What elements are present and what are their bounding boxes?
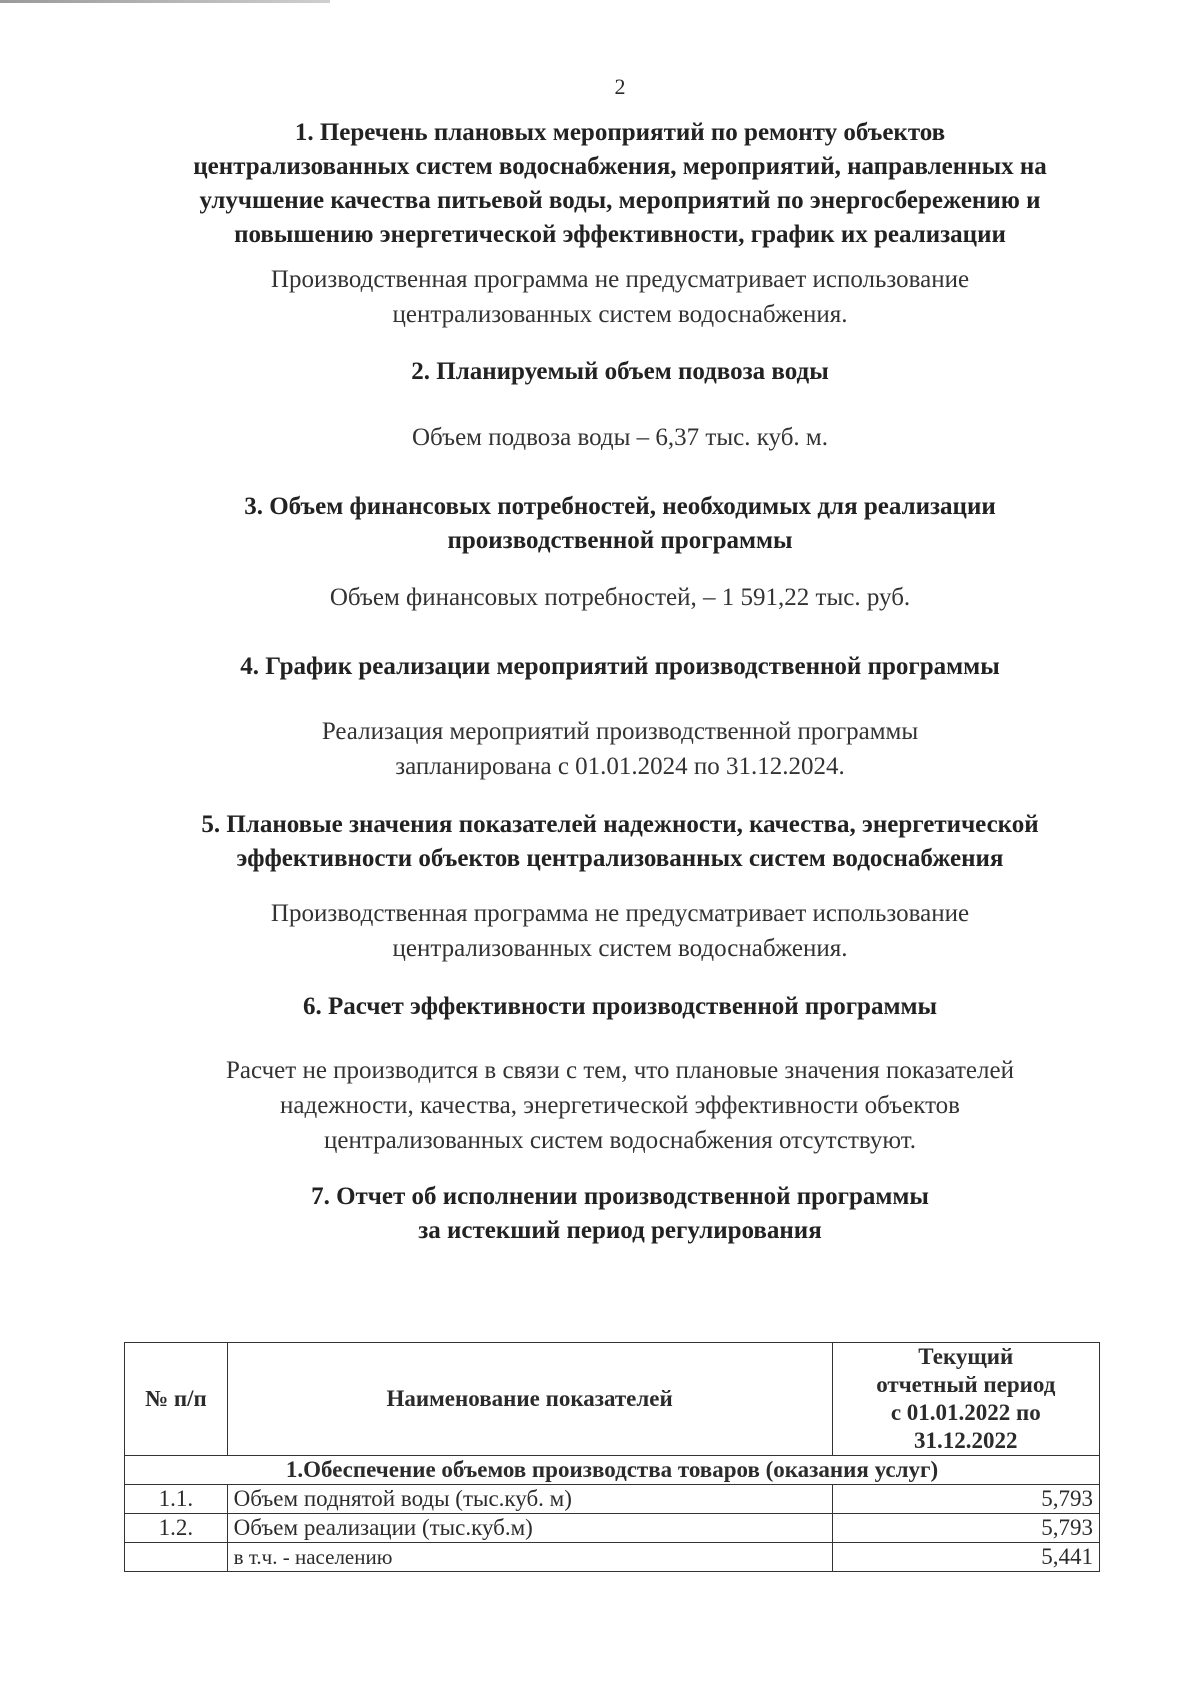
section-row-title: 1.Обеспечение объемов производства товаров (оказания услуг) bbox=[125, 1456, 1100, 1485]
scan-edge-artifact bbox=[0, 0, 330, 3]
section-6-text bbox=[120, 1053, 1120, 1158]
header-num: № п/п bbox=[125, 1343, 228, 1456]
text-line: запланирована с 01.01.2024 по 31.12.2024. bbox=[395, 753, 845, 780]
row-name: в т.ч. - населению bbox=[227, 1543, 832, 1572]
header-period-line: 31.12.2022 bbox=[914, 1428, 1018, 1453]
section-1-heading bbox=[120, 116, 1120, 252]
heading-line: эффективности объектов централизованных систем водоснабжения bbox=[236, 845, 1004, 872]
heading-line: 6. Расчет эффективности производственной программы bbox=[302, 993, 938, 1020]
section-5-text bbox=[120, 896, 1120, 966]
text-line: Реализация мероприятий производственной программы bbox=[321, 718, 919, 745]
header-period-line: отчетный период bbox=[876, 1372, 1056, 1397]
heading-line: производственной программы bbox=[447, 527, 793, 554]
section-2-text bbox=[120, 420, 1120, 455]
heading-line: 4. График реализации мероприятий производственной программы bbox=[240, 653, 1000, 680]
text-line: централизованных систем водоснабжения. bbox=[392, 301, 848, 328]
row-name: Объем реализации (тыс.куб.м) bbox=[227, 1514, 832, 1543]
header-name: Наименование показателей bbox=[227, 1343, 832, 1456]
section-5-heading bbox=[120, 808, 1120, 876]
header-period-line: Текущий bbox=[918, 1344, 1014, 1369]
header-period-line: с 01.01.2022 по bbox=[890, 1400, 1041, 1425]
table-header-row bbox=[125, 1343, 1100, 1456]
section-6-heading bbox=[120, 990, 1120, 1024]
row-value: 5,441 bbox=[832, 1543, 1099, 1572]
table-row bbox=[125, 1514, 1100, 1543]
page-number: 2 bbox=[614, 74, 626, 99]
row-num: 1.1. bbox=[125, 1485, 228, 1514]
section-3-heading bbox=[120, 490, 1120, 558]
text-line: Производственная программа не предусматривает использование bbox=[270, 900, 970, 927]
table-section-row bbox=[125, 1456, 1100, 1485]
section-3-text bbox=[120, 580, 1120, 615]
text-line: Расчет не производится в связи с тем, что плановые значения показателей bbox=[226, 1057, 1014, 1084]
section-2-heading bbox=[120, 355, 1120, 389]
heading-line: 3. Объем финансовых потребностей, необходимых для реализации bbox=[244, 493, 996, 520]
row-value: 5,793 bbox=[832, 1514, 1099, 1543]
text-line: Объем подвоза воды – 6,37 тыс. куб. м. bbox=[412, 424, 828, 451]
text-line: централизованных систем водоснабжения. bbox=[392, 935, 848, 962]
section-1-text bbox=[120, 262, 1120, 332]
row-num: 1.2. bbox=[125, 1514, 228, 1543]
table-row bbox=[125, 1485, 1100, 1514]
row-value: 5,793 bbox=[832, 1485, 1099, 1514]
heading-line: улучшение качества питьевой воды, мероприятий по энергосбережению и bbox=[199, 187, 1041, 214]
heading-line: повышению энергетической эффективности, график их реализации bbox=[234, 221, 1006, 248]
report-table bbox=[124, 1342, 1100, 1572]
text-line: централизованных систем водоснабжения отсутствуют. bbox=[323, 1127, 916, 1154]
heading-line: 1. Перечень плановых мероприятий по ремонту объектов bbox=[294, 119, 946, 146]
heading-line: 2. Планируемый объем подвоза воды bbox=[411, 358, 829, 385]
heading-line: централизованных систем водоснабжения, мероприятий, направленных на bbox=[193, 153, 1047, 180]
text-line: Производственная программа не предусматривает использование bbox=[270, 266, 970, 293]
text-line: надежности, качества, энергетической эффективности объектов bbox=[280, 1092, 960, 1119]
table-row bbox=[125, 1543, 1100, 1572]
section-7-heading bbox=[120, 1180, 1120, 1248]
section-4-heading bbox=[120, 650, 1120, 684]
heading-line: 7. Отчет об исполнении производственной программы bbox=[311, 1183, 929, 1210]
heading-line: за истекший период регулирования bbox=[418, 1217, 822, 1244]
header-period bbox=[832, 1343, 1099, 1456]
text-line: Объем финансовых потребностей, – 1 591,22 тыс. руб. bbox=[329, 584, 911, 611]
section-4-text bbox=[120, 714, 1120, 784]
heading-line: 5. Плановые значения показателей надежности, качества, энергетической bbox=[201, 811, 1039, 838]
row-num bbox=[125, 1543, 228, 1572]
row-name: Объем поднятой воды (тыс.куб. м) bbox=[227, 1485, 832, 1514]
